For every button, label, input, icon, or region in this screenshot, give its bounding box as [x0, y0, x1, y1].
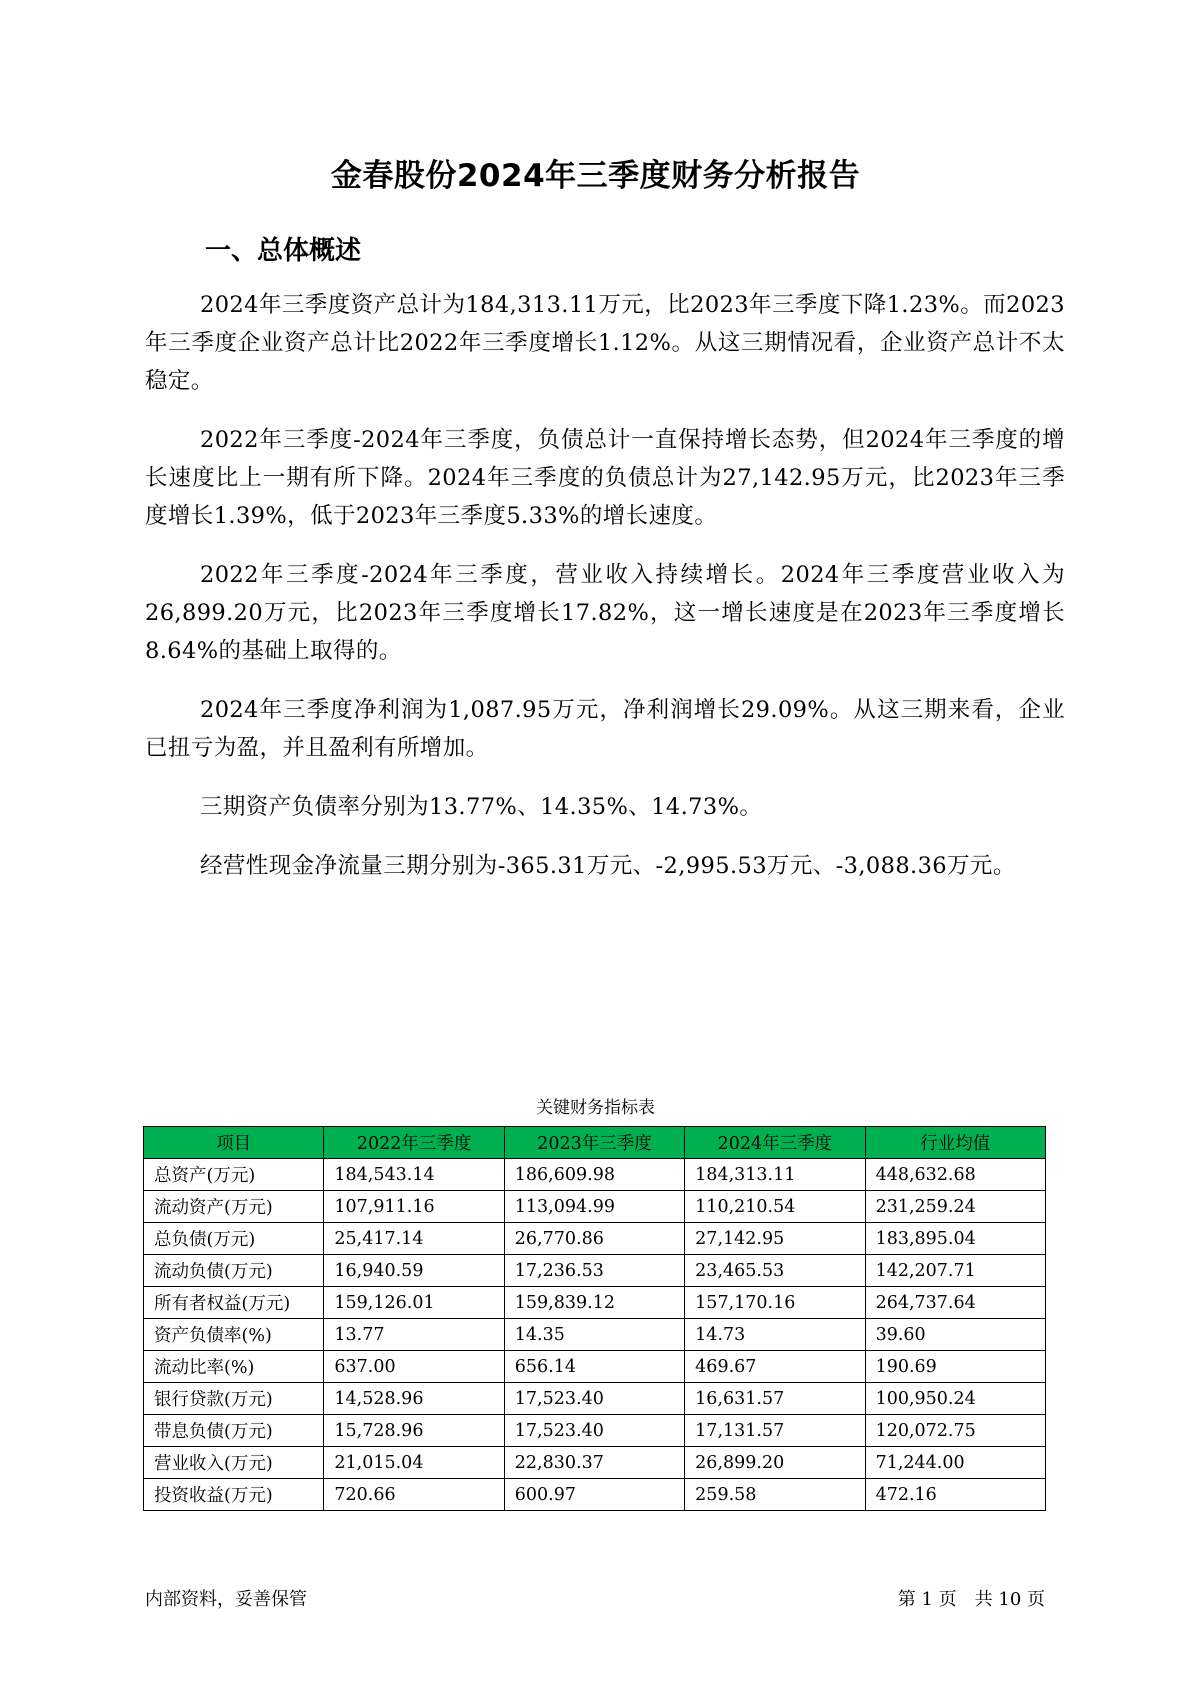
table-cell: 157,170.16: [685, 1287, 865, 1319]
table-cell: 39.60: [865, 1319, 1045, 1351]
table-cell: 26,770.86: [504, 1223, 684, 1255]
table-cell: 22,830.37: [504, 1447, 684, 1479]
table-row: [144, 1319, 1046, 1351]
row-label: 流动比率(%): [144, 1351, 324, 1383]
table-cell: 656.14: [504, 1351, 684, 1383]
paragraph: 2022年三季度-2024年三季度，负债总计一直保持增长态势，但2024年三季度的增长速度比上一期有所下降。2024年三季度的负债总计为27,142.95万元，比2023年三季度增长1.39%，低于2023年三季度5.33%的增长速度。: [145, 427, 1065, 529]
table-cell: 15,728.96: [324, 1415, 504, 1447]
row-label: 营业收入(万元): [144, 1447, 324, 1479]
table-cell: 720.66: [324, 1479, 504, 1511]
paragraph: 2022年三季度-2024年三季度，营业收入持续增长。2024年三季度营业收入为26,899.20万元，比2023年三季度增长17.82%，这一增长速度是在2023年三季度增长8.64%的基础上取得的。: [145, 562, 1065, 664]
table-cell: 259.58: [685, 1479, 865, 1511]
table-cell: 107,911.16: [324, 1191, 504, 1223]
table-cell: 21,015.04: [324, 1447, 504, 1479]
paragraph: 2024年三季度净利润为1,087.95万元，净利润增长29.09%。从这三期来看，企业已扭亏为盈，并且盈利有所增加。: [145, 697, 1065, 761]
table-cell: 25,417.14: [324, 1223, 504, 1255]
column-header: 2022年三季度: [324, 1127, 504, 1159]
row-label: 带息负债(万元): [144, 1415, 324, 1447]
table-cell: 27,142.95: [685, 1223, 865, 1255]
table-cell: 14.35: [504, 1319, 684, 1351]
table-cell: 14,528.96: [324, 1383, 504, 1415]
row-label: 流动资产(万元): [144, 1191, 324, 1223]
table-cell: 184,313.11: [685, 1159, 865, 1191]
financial-indicators-table: [143, 1126, 1046, 1511]
table-header-row: [144, 1127, 1046, 1159]
table-cell: 184,543.14: [324, 1159, 504, 1191]
table-row: [144, 1223, 1046, 1255]
table-cell: 23,465.53: [685, 1255, 865, 1287]
table-cell: 113,094.99: [504, 1191, 684, 1223]
paragraph: 经营性现金净流量三期分别为-365.31万元、-2,995.53万元、-3,088.36万元。: [200, 853, 1016, 879]
table-cell: 13.77: [324, 1319, 504, 1351]
table-row: [144, 1415, 1046, 1447]
table-row: [144, 1255, 1046, 1287]
table-row: [144, 1447, 1046, 1479]
table-cell: 637.00: [324, 1351, 504, 1383]
table-caption: 关键财务指标表: [536, 1098, 655, 1118]
table-cell: 120,072.75: [865, 1415, 1045, 1447]
row-label: 所有者权益(万元): [144, 1287, 324, 1319]
table-cell: 142,207.71: [865, 1255, 1045, 1287]
table-cell: 16,940.59: [324, 1255, 504, 1287]
table-cell: 71,244.00: [865, 1447, 1045, 1479]
table-cell: 17,131.57: [685, 1415, 865, 1447]
row-label: 总负债(万元): [144, 1223, 324, 1255]
paragraph: 三期资产负债率分别为13.77%、14.35%、14.73%。: [200, 794, 763, 820]
table-body: [144, 1159, 1046, 1511]
table-row: [144, 1287, 1046, 1319]
table-cell: 183,895.04: [865, 1223, 1045, 1255]
table-row: [144, 1191, 1046, 1223]
row-label: 总资产(万元): [144, 1159, 324, 1191]
column-header: 项目: [144, 1127, 324, 1159]
table-cell: 231,259.24: [865, 1191, 1045, 1223]
table-row: [144, 1159, 1046, 1191]
table-cell: 159,126.01: [324, 1287, 504, 1319]
page-number: 第 1 页 共 10 页: [897, 1589, 1045, 1610]
table-cell: 472.16: [865, 1479, 1045, 1511]
row-label: 银行贷款(万元): [144, 1383, 324, 1415]
table-cell: 190.69: [865, 1351, 1045, 1383]
table-cell: 264,737.64: [865, 1287, 1045, 1319]
table-cell: 26,899.20: [685, 1447, 865, 1479]
table-row: [144, 1351, 1046, 1383]
table-cell: 100,950.24: [865, 1383, 1045, 1415]
table-cell: 600.97: [504, 1479, 684, 1511]
row-label: 流动负债(万元): [144, 1255, 324, 1287]
table-cell: 17,523.40: [504, 1383, 684, 1415]
table-cell: 110,210.54: [685, 1191, 865, 1223]
section-heading: 一、总体概述: [205, 236, 362, 266]
table-cell: 186,609.98: [504, 1159, 684, 1191]
column-header: 行业均值: [865, 1127, 1045, 1159]
paragraph: 2024年三季度资产总计为184,313.11万元，比2023年三季度下降1.23%。而2023年三季度企业资产总计比2022年三季度增长1.12%。从这三期情况看，企业资产总计不太稳定。: [145, 292, 1065, 394]
column-header: 2023年三季度: [504, 1127, 684, 1159]
table-row: [144, 1479, 1046, 1511]
table-cell: 16,631.57: [685, 1383, 865, 1415]
body-text: [145, 286, 1065, 906]
page-title: 金春股份2024年三季度财务分析报告: [330, 158, 861, 194]
table-cell: 17,236.53: [504, 1255, 684, 1287]
column-header: 2024年三季度: [685, 1127, 865, 1159]
footer-note: 内部资料，妥善保管: [145, 1589, 307, 1610]
table-cell: 159,839.12: [504, 1287, 684, 1319]
row-label: 资产负债率(%): [144, 1319, 324, 1351]
table-row: [144, 1383, 1046, 1415]
table-cell: 17,523.40: [504, 1415, 684, 1447]
table-cell: 469.67: [685, 1351, 865, 1383]
table-cell: 448,632.68: [865, 1159, 1045, 1191]
row-label: 投资收益(万元): [144, 1479, 324, 1511]
table-cell: 14.73: [685, 1319, 865, 1351]
